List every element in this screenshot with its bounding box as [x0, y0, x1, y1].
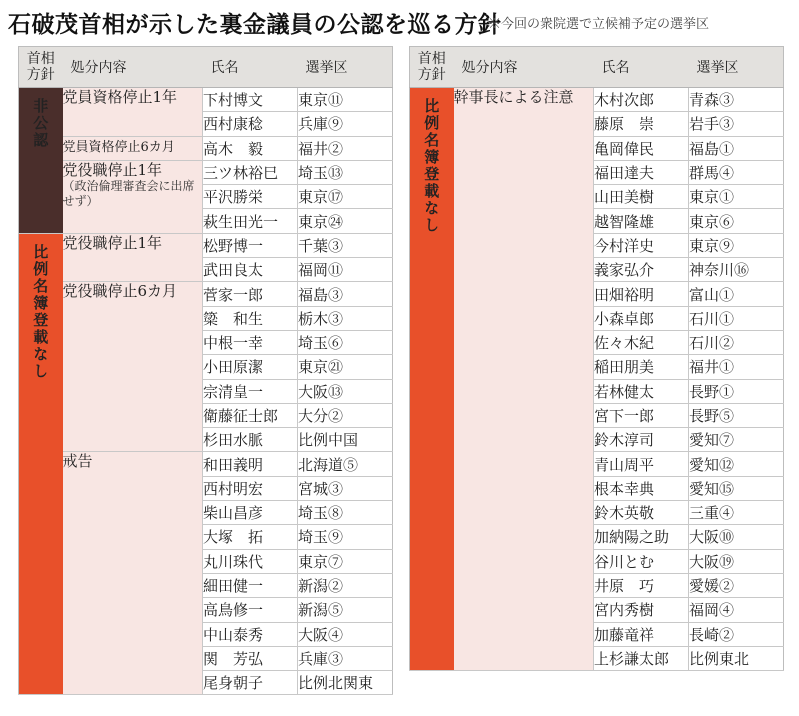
member-name: 下村博文: [203, 88, 298, 112]
member-district: 長野①: [689, 379, 784, 403]
member-district: 東京⑪: [298, 88, 393, 112]
member-name: 衛藤征士郎: [203, 403, 298, 427]
member-name: 小田原潔: [203, 355, 298, 379]
disposition-cell: [63, 452, 203, 695]
left-header-row: [19, 47, 393, 88]
member-district: 大分②: [298, 403, 393, 427]
table-row: [19, 88, 393, 112]
member-name: 中根一幸: [203, 330, 298, 354]
left-table: [18, 46, 393, 695]
policy-cell: [19, 88, 63, 234]
header-disposition: 処分内容: [63, 47, 203, 88]
member-name: 宗清皇一: [203, 379, 298, 403]
member-name: 和田義明: [203, 452, 298, 476]
member-name: 今村洋史: [594, 233, 689, 257]
table-row: [19, 282, 393, 306]
member-name: 稲田朋美: [594, 355, 689, 379]
member-name: 義家弘介: [594, 258, 689, 282]
district-note: ※今回の衆院選で立候補予定の選挙区: [488, 17, 710, 32]
page-title: 石破茂首相が示した裏金議員の公認を巡る方針: [8, 12, 502, 38]
table-row: [410, 88, 784, 112]
member-district: 大阪⑬: [298, 379, 393, 403]
table-row: [19, 452, 393, 476]
disposition-label: 党員資格停止1年: [62, 88, 178, 106]
member-district: 兵庫⑨: [298, 112, 393, 136]
member-district: 埼玉⑥: [298, 330, 393, 354]
member-district: 大阪④: [298, 622, 393, 646]
header-disposition: 処分内容: [454, 47, 594, 88]
member-district: 福井①: [689, 355, 784, 379]
member-district: 福島③: [298, 282, 393, 306]
member-name: 根本幸典: [594, 476, 689, 500]
member-district: 福岡⑪: [298, 258, 393, 282]
member-name: 若林健太: [594, 379, 689, 403]
right-table: [409, 46, 784, 671]
member-name: 山田美樹: [594, 185, 689, 209]
member-name: 宮下一郎: [594, 403, 689, 427]
disposition-cell: [63, 233, 203, 282]
member-district: 東京⑦: [298, 549, 393, 573]
member-name: 谷川とむ: [594, 549, 689, 573]
member-name: 高鳥修一: [203, 598, 298, 622]
member-district: 愛媛②: [689, 573, 784, 597]
member-district: 東京⑨: [689, 233, 784, 257]
disposition-cell: [63, 136, 203, 160]
header-name: 氏名: [203, 47, 298, 88]
policy-label: 比例名簿登載なし: [31, 243, 50, 380]
member-name: 上杉謙太郎: [594, 646, 689, 670]
member-district: 埼玉⑧: [298, 501, 393, 525]
member-district: 栃木③: [298, 306, 393, 330]
policy-label: 比例名簿登載なし: [422, 98, 441, 234]
member-name: 柴山昌彦: [203, 501, 298, 525]
member-district: 石川①: [689, 306, 784, 330]
member-name: 武田良太: [203, 258, 298, 282]
member-district: 千葉③: [298, 233, 393, 257]
member-name: 鈴木淳司: [594, 428, 689, 452]
member-district: 三重④: [689, 501, 784, 525]
member-district: 岩手③: [689, 112, 784, 136]
member-district: 東京⑰: [298, 185, 393, 209]
header-policy: 首相 方針: [19, 47, 63, 88]
table-row: [19, 136, 393, 160]
member-name: 尾身朝子: [203, 671, 298, 695]
member-name: 亀岡偉民: [594, 136, 689, 160]
member-name: 福田達夫: [594, 160, 689, 184]
title-bar: [0, 0, 799, 40]
member-name: 関 芳弘: [203, 646, 298, 670]
member-district: 兵庫③: [298, 646, 393, 670]
policy-cell: [410, 88, 454, 671]
disposition-label: 党役職停止1年: [62, 160, 163, 179]
disposition-label: 幹事長による注意: [453, 88, 574, 106]
member-name: 佐々木紀: [594, 330, 689, 354]
member-name: 加納陽之助: [594, 525, 689, 549]
disposition-label: 戒告: [62, 452, 93, 471]
member-name: 藤原 崇: [594, 112, 689, 136]
member-district: 新潟②: [298, 573, 393, 597]
member-name: 丸川珠代: [203, 549, 298, 573]
policy-cell: [19, 233, 63, 695]
member-district: 北海道⑤: [298, 452, 393, 476]
member-name: 高木 毅: [203, 136, 298, 160]
member-district: 福岡④: [689, 598, 784, 622]
disposition-label: 党員資格停止6カ月: [62, 139, 175, 155]
disposition-label: 党役職停止6カ月: [62, 282, 178, 301]
member-name: 平沢勝栄: [203, 185, 298, 209]
member-district: 富山①: [689, 282, 784, 306]
member-district: 福井②: [298, 136, 393, 160]
member-name: 西村康稔: [203, 112, 298, 136]
header-district: 選挙区: [298, 47, 393, 88]
member-name: 宮内秀樹: [594, 598, 689, 622]
member-district: 愛知⑫: [689, 452, 784, 476]
member-name: 木村次郎: [594, 88, 689, 112]
header-name: 氏名: [594, 47, 689, 88]
disposition-label: 党役職停止1年: [62, 233, 163, 252]
table-row: [19, 160, 393, 184]
member-name: 西村明宏: [203, 476, 298, 500]
member-name: 中山泰秀: [203, 622, 298, 646]
member-district: 石川②: [689, 330, 784, 354]
member-district: 埼玉⑨: [298, 525, 393, 549]
member-name: 萩生田光一: [203, 209, 298, 233]
member-name: 松野博一: [203, 233, 298, 257]
member-name: 三ツ林裕巳: [203, 160, 298, 184]
policy-label: 非公認: [31, 98, 50, 149]
member-district: 新潟⑤: [298, 598, 393, 622]
member-district: 東京⑥: [689, 209, 784, 233]
member-district: 群馬④: [689, 160, 784, 184]
member-name: 細田健一: [203, 573, 298, 597]
member-name: 越智隆雄: [594, 209, 689, 233]
member-district: 大阪⑲: [689, 549, 784, 573]
member-name: 杉田水脈: [203, 428, 298, 452]
table-row: [19, 233, 393, 257]
member-name: 青山周平: [594, 452, 689, 476]
disposition-cell: [63, 88, 203, 137]
member-district: 大阪⑩: [689, 525, 784, 549]
member-district: 福島①: [689, 136, 784, 160]
member-name: 菅家一郎: [203, 282, 298, 306]
member-name: 井原 巧: [594, 573, 689, 597]
right-header-row: [410, 47, 784, 88]
header-district: 選挙区: [689, 47, 784, 88]
member-district: 比例東北: [689, 646, 784, 670]
disposition-cell: [63, 160, 203, 233]
member-district: 愛知⑦: [689, 428, 784, 452]
member-name: 大塚 拓: [203, 525, 298, 549]
disposition-cell: [63, 282, 203, 452]
member-district: 長野⑤: [689, 403, 784, 427]
member-name: 簗 和生: [203, 306, 298, 330]
member-district: 東京①: [689, 185, 784, 209]
member-name: 小森卓郎: [594, 306, 689, 330]
member-district: 比例北関東: [298, 671, 393, 695]
member-district: 埼玉⑬: [298, 160, 393, 184]
member-district: 宮城③: [298, 476, 393, 500]
header-policy: 首相 方針: [410, 47, 454, 88]
member-name: 加藤竜祥: [594, 622, 689, 646]
member-district: 愛知⑮: [689, 476, 784, 500]
member-name: 田畑裕明: [594, 282, 689, 306]
member-district: 長崎②: [689, 622, 784, 646]
member-district: 青森③: [689, 88, 784, 112]
member-district: 比例中国: [298, 428, 393, 452]
member-name: 鈴木英敬: [594, 501, 689, 525]
disposition-sub: （政治倫理審査会に出席せず）: [62, 178, 195, 208]
member-district: 神奈川⑯: [689, 258, 784, 282]
member-district: 東京㉑: [298, 355, 393, 379]
member-district: 東京㉔: [298, 209, 393, 233]
disposition-cell: [454, 88, 594, 671]
